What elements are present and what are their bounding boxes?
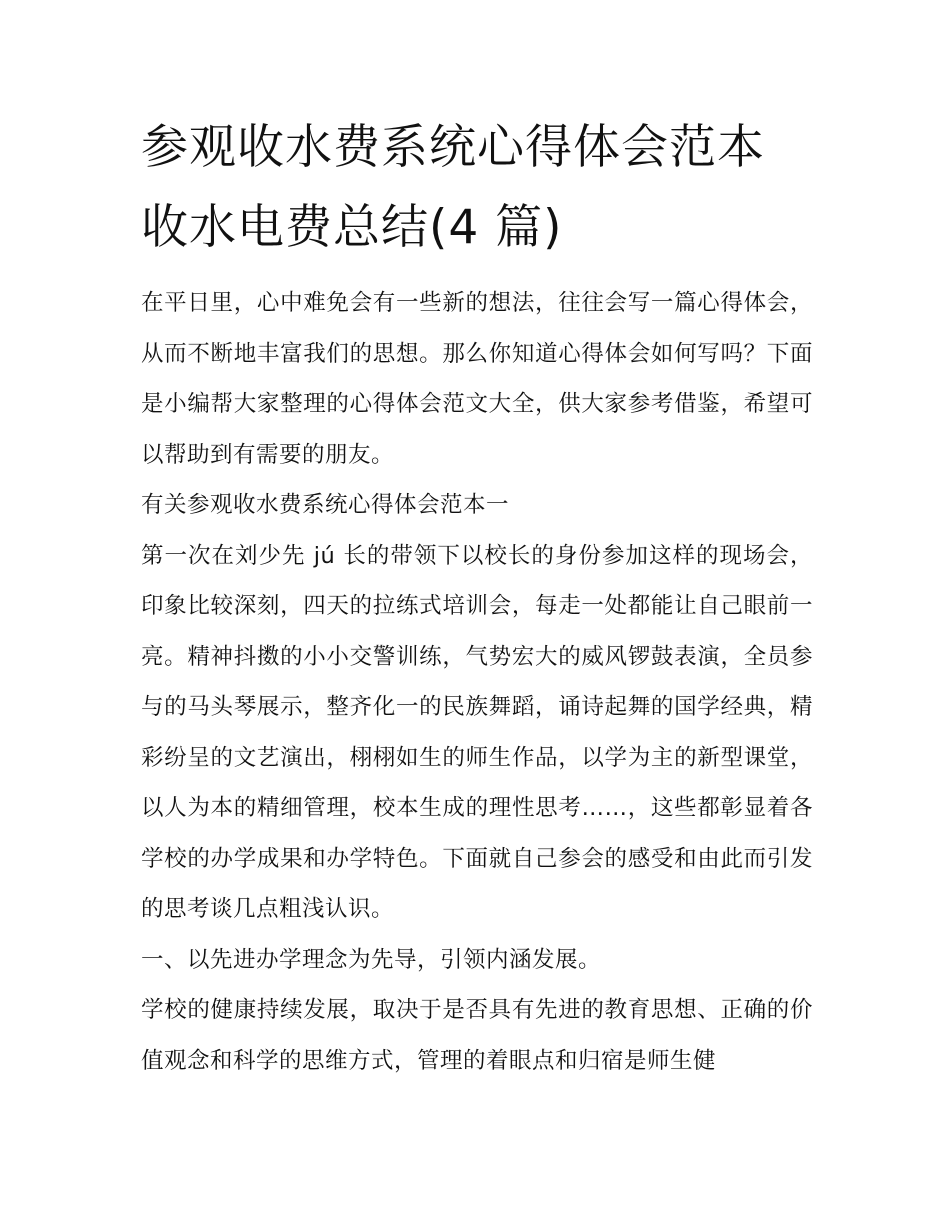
document-title [141, 108, 813, 268]
title-line-2: 收水电费总结(4 篇) [141, 200, 563, 255]
point-one-paragraph: 学校的健康持续发展，取决于是否具有先进的教育思想、正确的价值观念和科学的思维方式，管理的着眼点和归宿是师生健 [141, 997, 813, 1074]
intro-paragraph: 在平日里，心中难免会有一些新的想法，往往会写一篇心得体会，从而不断地丰富我们的思想。那么你知道心得体会如何写吗？下面是小编帮大家整理的心得体会范文大全，供大家参考借鉴，希望可以帮助到有需要的朋友。 [141, 290, 813, 468]
body-paragraph: 第一次在刘少先 jú 长的带领下以校长的身份参加这样的现场会，印象比较深刻，四天的拉练式培训会，每走一处都能让自己眼前一亮。精神抖擞的小小交警训练，气势宏大的威风锣鼓表演，全员参与的马头琴展示，整齐化一的民族舞蹈，诵诗起舞的国学经典，精彩纷呈的文艺演出，栩栩如生的师生作品，以学为主的新型课堂，以人为本的精细管理，校本生成的理性思考……，这些都彰显着各学校的办学成果和办学特色。下面就自己参会的感受和由此而引发的思考谈几点粗浅认识。 [141, 542, 813, 922]
point-one-heading: 一、以先进办学理念为先导，引领内涵发展。 [141, 946, 602, 973]
title-line-1: 参观收水费系统心得体会范本 [141, 120, 765, 175]
document-page [141, 108, 813, 1086]
section-heading: 有关参观收水费系统心得体会范本一 [141, 492, 510, 518]
